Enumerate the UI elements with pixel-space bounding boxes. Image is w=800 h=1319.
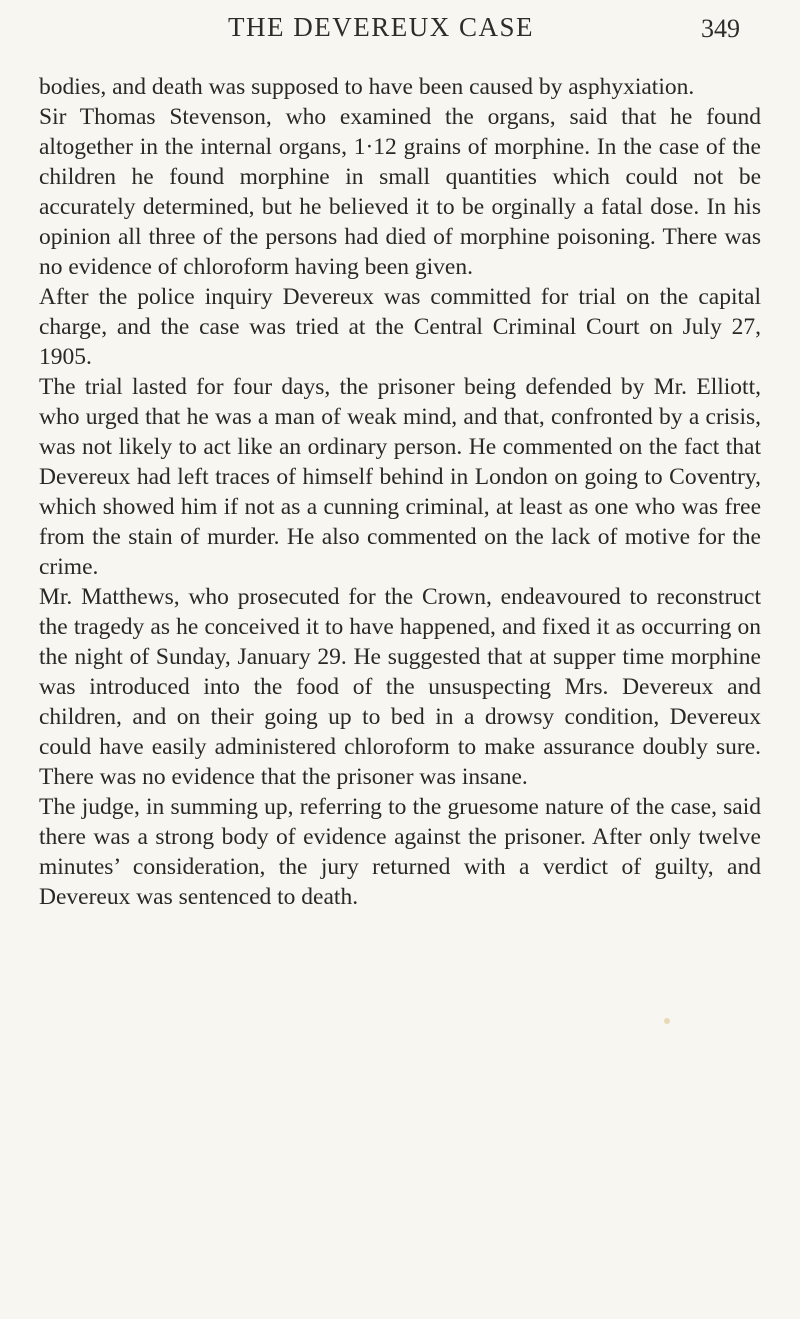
paragraph: After the police inquiry Devereux was committed for trial on the capital charge, and the case was tried at the Central Criminal Court on July 27, 1905. — [39, 284, 761, 370]
paragraph: bodies, and death was supposed to have been caused by asphyxiation. — [39, 74, 695, 100]
body-text — [39, 72, 761, 912]
paragraph: Sir Thomas Stevenson, who examined the organs, said that he found altogether in the internal organs, 1·12 grains of morphine. In the case of the children he found morphine in small quantities which could not be accurately determined, but he believed it to be orginally a fatal dose. In his opinion all three of the persons had died of morphine poisoning. There was no evidence of chloroform having been given. — [39, 104, 761, 280]
running-head: THE DEVEREUX CASE — [228, 12, 534, 42]
paragraph: The judge, in summing up, referring to the gruesome nature of the case, said there was a strong body of evidence against the prisoner. After only twelve minutes’ consideration, the jury returned with a verdict of guilty, and Devereux was sentenced to death. — [39, 794, 761, 910]
paragraph: Mr. Matthews, who prosecuted for the Crown, endeavoured to reconstruct the tragedy as he conceived it to have happened, and fixed it as occurring on the night of Sunday, January 29. He suggested that at supper time morphine was introduced into the food of the unsuspecting Mrs. Devereux and children, and on their going up to bed in a drowsy condition, Devereux could have easily administered chloroform to make assurance doubly sure. There was no evidence that the prisoner was insane. — [39, 584, 761, 790]
paragraph: The trial lasted for four days, the prisoner being defended by Mr. Elliott, who urged that he was a man of weak mind, and that, confronted by a crisis, was not likely to act like an ordinary person. He commented on the fact that Devereux had left traces of himself behind in London on going to Coventry, which showed him if not as a cunning criminal, at least as one who was free from the stain of murder. He also commented on the lack of motive for the crime. — [39, 374, 761, 580]
page-number: 349 — [701, 14, 740, 43]
paper-blemish — [664, 1018, 670, 1024]
